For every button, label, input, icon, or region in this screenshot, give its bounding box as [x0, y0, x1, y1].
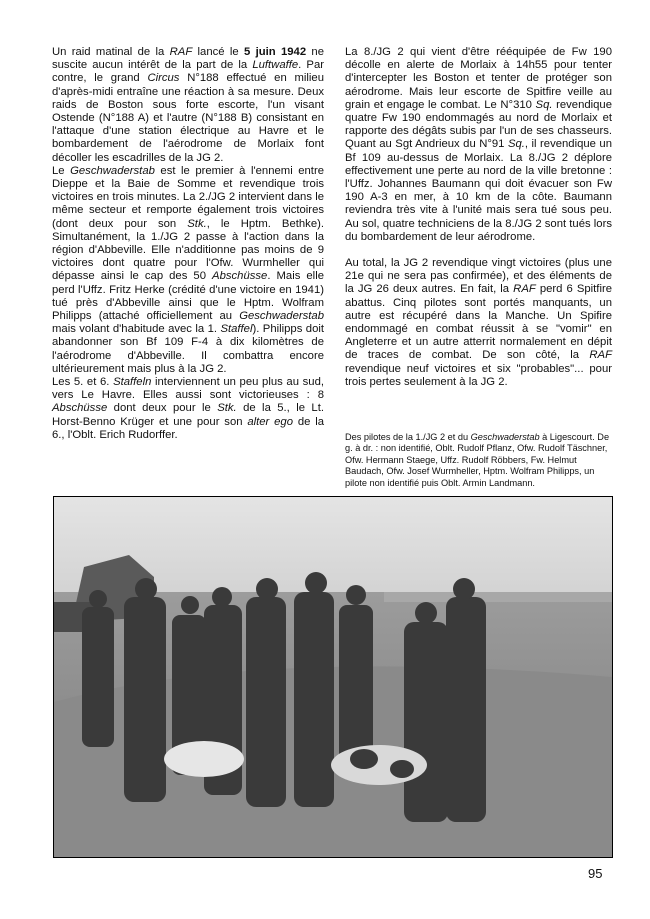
pilots-with-dogs-photo: [54, 497, 612, 857]
paragraph: [345, 46, 612, 244]
text-run: Sq.: [535, 98, 553, 111]
text-run: , le Hptm. Bethke). Simultanément, la 1./JG 2 passe à l'action dans la région d'Abbeville. Elle n'additionne pas moins de 9 victoires dont quatre pour l'Ofw. Wurmheller qui dépasse ainsi le cap des 50: [52, 217, 325, 283]
text-run: interviennent un peu plus au sud, vers Le Havre. Elles aussi sont victorieuses : 8: [52, 376, 324, 402]
paragraph: [52, 376, 324, 442]
text-run: à Ligescourt. De g. à dr. : non identifié, Oblt. Rudolf Pflanz, Ofw. Rudolf Täschner, Ofw. Hermann Staege, Uffz. Rudolf Röbbers, Fw. Helmut Baudach, Ofw. Josef Wurmheller, Hptm. Wolfram Philipps, un pilote non identifié puis Oblt. Armin Landmann.: [345, 432, 610, 488]
right-text-column: [345, 46, 612, 389]
pilot-group: [82, 572, 486, 822]
text-run: Geschwaderstab: [470, 432, 540, 442]
text-run: Geschwaderstab: [70, 164, 155, 177]
field: [384, 592, 612, 602]
text-run: RAF: [589, 349, 612, 362]
text-run: Staffeln: [113, 376, 152, 389]
text-run: , il revendique un Bf 109 au-dessus de Morlaix. La 8./JG 2 déplore effectivement une perte au nord de la ville bretonne : l'Uffz. Johannes Baumann qui doit évacuer son Fw 190 A-3 en mer, à 10 km de la côte. Baumann reviendra très vite à l'unité mais sera tué sous peu. Au sol, quatre techniciens de la 8./JG 2 sont tués lors du bombardement de leur aérodrome.: [345, 138, 612, 243]
text-run: lancé le: [192, 46, 244, 58]
text-run: mais volant d'habitude avec la 1.: [52, 323, 221, 336]
text-run: de la 5., le Lt. Horst-Benno Krüger et une pour son: [52, 402, 324, 428]
text-run: RAF: [513, 283, 536, 296]
paragraph: [52, 46, 324, 165]
text-run: de la 6., l'Oblt. Erich Rudorffer.: [52, 415, 324, 441]
text-run: 5 juin 1942: [243, 46, 307, 58]
left-text-column: [52, 46, 324, 442]
text-run: . Mais elle perd l'Uffz. Fritz Herke (crédité d'une victoire en 1941) tué près d'Abbeville ainsi que le Hptm. Wolfram Philipps (attaché officiellement au: [52, 270, 324, 323]
text-run: N°188 effectué en milieu d'après-midi entraîne une réaction à sa mesure. Deux raids de Boston sous forte escorte, l'un visant Ostende (N°188 A) et l'autre (N°188 B) consistant en l'attaque d'une station électrique au Havre et le bombardement de l'aérodrome de Morlaix font décoller les escadrilles de la JG 2.: [52, 72, 324, 164]
text-run: Abschüsse: [212, 270, 268, 283]
text-run: ne suscite aucun intérêt de la part de la: [52, 46, 324, 72]
paragraph: [52, 165, 324, 376]
text-run: dont deux pour le: [107, 402, 218, 415]
group-photo: [53, 496, 613, 858]
text-run: Stk.: [187, 217, 207, 230]
text-run: Un raid matinal de la: [52, 46, 170, 58]
text-run: est le premier à l'ennemi entre Dieppe et la Baie de Somme et revendique trois victoires en trois minutes. La 2./JG 2 intervient dans le même secteur et remporte également trois victoires (dont deux pour son: [52, 164, 324, 230]
text-run: Les 5. et 6.: [52, 376, 114, 389]
text-run: Geschwaderstab: [239, 310, 324, 323]
text-run: alter ego: [247, 415, 293, 428]
text-run: La 8./JG 2 qui vient d'être rééquipée de Fw 190 décolle en alerte de Morlaix à 14h55 pour tenter d'intercepter les Boston et tenter de protéger son aérodrome. Mais leur escorte de Spitfire veille au grain et engage le combat. Le N°310: [345, 46, 612, 111]
page-number: 95: [588, 866, 603, 881]
photo-caption: [345, 432, 615, 489]
text-run: RAF: [169, 46, 193, 58]
text-run: Staffel: [220, 323, 253, 336]
text-run: Le: [52, 164, 71, 177]
text-run: Au total, la JG 2 revendique vingt victoires (plus une 21e qui ne sera pas confirmée), et des éléments de la JG 26 deux autres. En fait, la: [345, 257, 612, 296]
text-run: revendique quatre Fw 190 endommagés au nord de Morlaix et rapporte des dégâts subis par l'un de ses chasseurs. Quant au Sgt Andrieux du N°91: [345, 98, 613, 151]
text-run: Stk.: [217, 402, 237, 415]
text-run: Abschüsse: [52, 402, 108, 415]
text-run: Des pilotes de la 1./JG 2 et du: [345, 432, 471, 442]
text-run: Luftwaffe: [252, 59, 299, 72]
paragraph: [345, 257, 612, 389]
text-run: ). Philipps doit abandonner son Bf 109 F-4 à dix kilomètres de l'aérodrome d'Abbeville. Il combattra encore ultérieurement mais plus à la JG 2.: [52, 323, 324, 375]
text-run: revendique neuf victoires et six "probables"... pour trois pertes seulement à la JG 2.: [345, 362, 612, 388]
text-run: Sq.: [507, 138, 525, 151]
text-run: perd 6 Spitfire abattus. Cinq pilotes sont portés manquants, un autre est récupéré dans la Manche. Un Spifire endommagé en combat réussit à se "vomir" en Angleterre et un autre atterrit normalement en dépit de traces de combat. De son côté, la: [345, 283, 613, 362]
text-run: Circus: [147, 72, 180, 85]
white-dog: [164, 741, 244, 777]
text-run: . Par contre, le grand: [52, 59, 324, 85]
